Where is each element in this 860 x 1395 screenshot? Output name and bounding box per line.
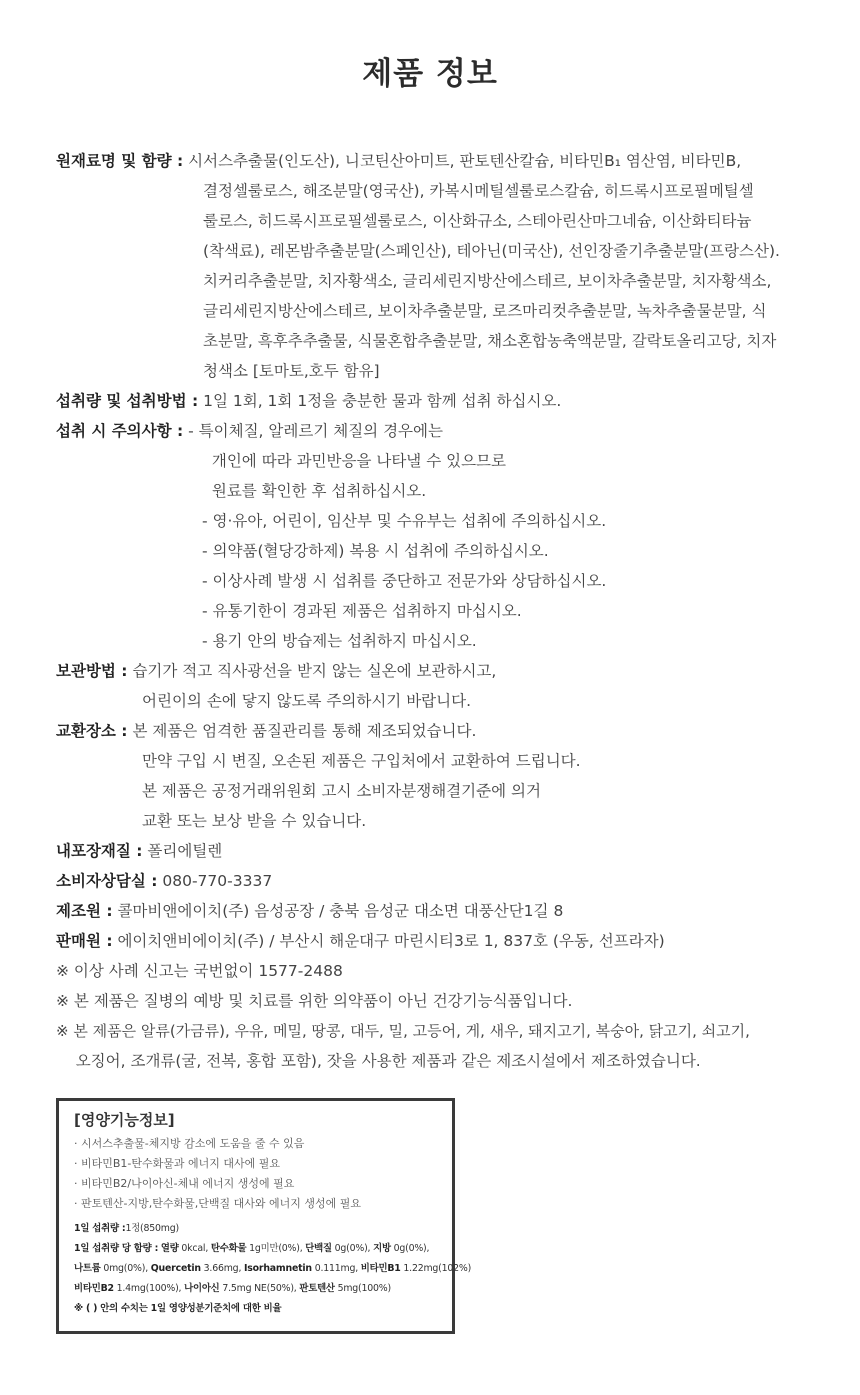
nutrient-name: 나트륨	[74, 1263, 101, 1274]
nutrition-info-box	[56, 1098, 472, 1334]
note-line: ※ 본 제품은 질병의 예방 및 치료를 위한 의약품이 아닌 건강기능식품입니다.	[56, 992, 573, 1010]
nutrient-value: 0g(0%)	[334, 1243, 368, 1254]
exchange-row	[56, 716, 476, 746]
nutrition-footnote: ※ ( ) 안의 수치는 1일 영양성분기준치에 대한 비율	[74, 1303, 282, 1314]
caution-row	[56, 416, 443, 446]
note-line: ※ 본 제품은 알류(가금류), 우유, 메밀, 땅콩, 대두, 밀, 고등어, 게, 새우, 돼지고기, 복숭아, 닭고기, 쇠고기,	[56, 1022, 750, 1040]
nutrient-value: 0kcal	[181, 1243, 206, 1254]
seller-text: 에이치앤비에이치(주) / 부산시 해운대구 마린시티3로 1, 837호 (우동, 선프라자)	[117, 932, 665, 950]
nutrient-name: 비타민B2	[74, 1283, 114, 1294]
ingredients-line: 치커리추출분말, 치자황색소, 글리세린지방산에스테르, 보이차추출분말, 치자황색소,	[203, 272, 772, 290]
ingredients-line: 글리세린지방산에스테르, 보이차추출분말, 로즈마리컷추출분말, 녹차추출물분말, 식	[203, 302, 767, 320]
nutrient-value: 0.111mg	[314, 1263, 356, 1274]
ingredients-line: 시서스추출물(인도산), 니코틴산아미트, 판토텐산칼슘, 비타민B₁ 염산염, 비타민B,	[188, 152, 742, 170]
seller-label: 판매원 :	[56, 932, 113, 950]
exchange-line: 만약 구입 시 변질, 오손된 제품은 구입처에서 교환하여 드립니다.	[142, 752, 581, 770]
nutrient-name: 나이아신	[184, 1283, 220, 1294]
caution-label: 섭취 시 주의사항 :	[56, 422, 184, 440]
nutrient-value: 1g미만(0%)	[249, 1243, 300, 1254]
caution-line: - 이상사례 발생 시 섭취를 중단하고 전문가와 상담하십시오.	[202, 572, 607, 590]
caution-line: 원료를 확인한 후 섭취하십시오.	[202, 482, 427, 500]
nutrient-value: 0mg(0%)	[103, 1263, 146, 1274]
content-row: 나트륨 0mg(0%), Quercetin 3.66mg, Isorhamnetin 0.111mg, 비타민B1 1.22mg(102%)	[74, 1263, 472, 1274]
intake-text: 1일 1회, 1회 1정을 충분한 물과 함께 섭취 하십시오.	[203, 392, 562, 410]
consumer-phone: 080-770-3337	[162, 872, 273, 890]
nutrient-value: 1.22mg(102%)	[403, 1263, 472, 1274]
nutrient-value: 5mg(100%)	[337, 1283, 391, 1294]
nutrition-title: [영양기능정보]	[74, 1111, 175, 1129]
manufacturer-label: 제조원 :	[56, 902, 113, 920]
nutrient-name: Quercetin	[150, 1263, 201, 1274]
storage-row	[56, 656, 496, 686]
storage-line: 어린이의 손에 닿지 않도록 주의하시기 바랍니다.	[142, 692, 472, 710]
exchange-line: 교환 또는 보상 받을 수 있습니다.	[142, 812, 367, 830]
nutrient-name: 지방	[373, 1243, 391, 1254]
daily-intake-label: 1일 섭취량 :	[74, 1223, 126, 1234]
nutrient-value: 7.5mg NE(50%)	[222, 1283, 294, 1294]
daily-intake-row	[74, 1220, 179, 1234]
packaging-row	[56, 836, 222, 866]
nutrient-value: 3.66mg	[203, 1263, 239, 1274]
storage-label: 보관방법 :	[56, 662, 128, 680]
seller-row	[56, 926, 665, 956]
content-row: 비타민B2 1.4mg(100%), 나이아신 7.5mg NE(50%), 판토텐산 5mg(100%)	[74, 1283, 391, 1294]
manufacturer-row	[56, 896, 563, 926]
caution-line: - 의약품(혈당강하제) 복용 시 섭취에 주의하십시오.	[202, 542, 549, 560]
caution-line: - 영·유아, 어린이, 임산부 및 수유부는 섭취에 주의하십시오.	[202, 512, 607, 530]
ingredients-line: (착색료), 레몬밤추출분말(스페인산), 테아닌(미국산), 선인장줄기추출분말(프랑스산).	[203, 242, 780, 260]
nutrient-value: 0g(0%)	[393, 1243, 427, 1254]
nutrition-function: · 판토텐산-지방,탄수화물,단백질 대사와 에너지 생성에 필요	[74, 1197, 361, 1210]
ingredients-line: 청색소 [토마토,호두 함유]	[203, 362, 380, 380]
nutrition-function: · 시서스추출물-체지방 감소에 도움을 줄 수 있음	[74, 1137, 305, 1150]
caution-line: - 특이체질, 알레르기 체질의 경우에는	[188, 422, 443, 440]
nutrient-name: 열량	[160, 1243, 179, 1254]
nutrient-name: 단백질	[305, 1243, 332, 1254]
nutrient-name: Isorhamnetin	[244, 1263, 312, 1274]
ingredients-line: 결정셀룰로스, 해조분말(영국산), 카복시메틸셀룰로스칼슘, 히드록시프로필메틸셀	[203, 182, 754, 200]
packaging-label: 내포장재질 :	[56, 842, 143, 860]
page-title: 제품 정보	[362, 56, 498, 92]
packaging-text: 폴리에틸렌	[147, 842, 223, 860]
note-line: 오징어, 조개류(굴, 전복, 홍합 포함), 잣을 사용한 제품과 같은 제조시설에서 제조하였습니다.	[56, 1052, 701, 1070]
note-line: ※ 이상 사례 신고는 국번없이 1577-2488	[56, 962, 343, 980]
manufacturer-text: 콜마비앤에이치(주) 음성공장 / 충북 음성군 대소면 대풍산단1길 8	[117, 902, 564, 920]
storage-line: 습기가 적고 직사광선을 받지 않는 실온에 보관하시고,	[132, 662, 497, 680]
nutrient-name: 비타민B1	[360, 1263, 401, 1274]
caution-line: 개인에 따라 과민반응을 나타낼 수 있으므로	[202, 452, 507, 470]
nutrition-function: · 비타민B2/나이아신-체내 에너지 생성에 필요	[74, 1177, 295, 1190]
per-intake-label: 1일 섭취량 당 함량 :	[74, 1243, 159, 1254]
content-row: 1일 섭취량 당 함량 : 열량 0kcal, 탄수화물 1g미만(0%), 단백질 0g(0%), 지방 0g(0%),	[74, 1243, 430, 1254]
caution-line: - 유통기한이 경과된 제품은 섭취하지 마십시오.	[202, 602, 522, 620]
nutrient-name: 탄수화물	[210, 1243, 247, 1254]
consumer-label: 소비자상담실 :	[56, 872, 158, 890]
consumer-row	[56, 866, 272, 896]
intake-row	[56, 386, 561, 416]
exchange-line: 본 제품은 공정거래위원회 고시 소비자분쟁해결기준에 의거	[142, 782, 541, 800]
ingredients-row	[56, 146, 741, 176]
intake-label: 섭취량 및 섭취방법 :	[56, 392, 199, 410]
nutrient-name: 판토텐산	[299, 1283, 335, 1294]
ingredients-label: 원재료명 및 함량 :	[56, 152, 184, 170]
caution-line: - 용기 안의 방습제는 섭취하지 마십시오.	[202, 632, 477, 650]
exchange-line: 본 제품은 엄격한 품질관리를 통해 제조되었습니다.	[132, 722, 477, 740]
exchange-label: 교환장소 :	[56, 722, 128, 740]
nutrition-function: · 비타민B1-탄수화물과 에너지 대사에 필요	[74, 1157, 281, 1170]
daily-intake-value: 1정(850mg)	[125, 1223, 179, 1234]
nutrient-value: 1.4mg(100%)	[116, 1283, 179, 1294]
ingredients-line: 룰로스, 히드록시프로필셀룰로스, 이산화규소, 스테아린산마그네슘, 이산화티타늄	[203, 212, 752, 230]
ingredients-line: 초분말, 흑후추추출물, 식물혼합추출분말, 채소혼합농축액분말, 갈락토올리고당, 치자	[203, 332, 777, 350]
